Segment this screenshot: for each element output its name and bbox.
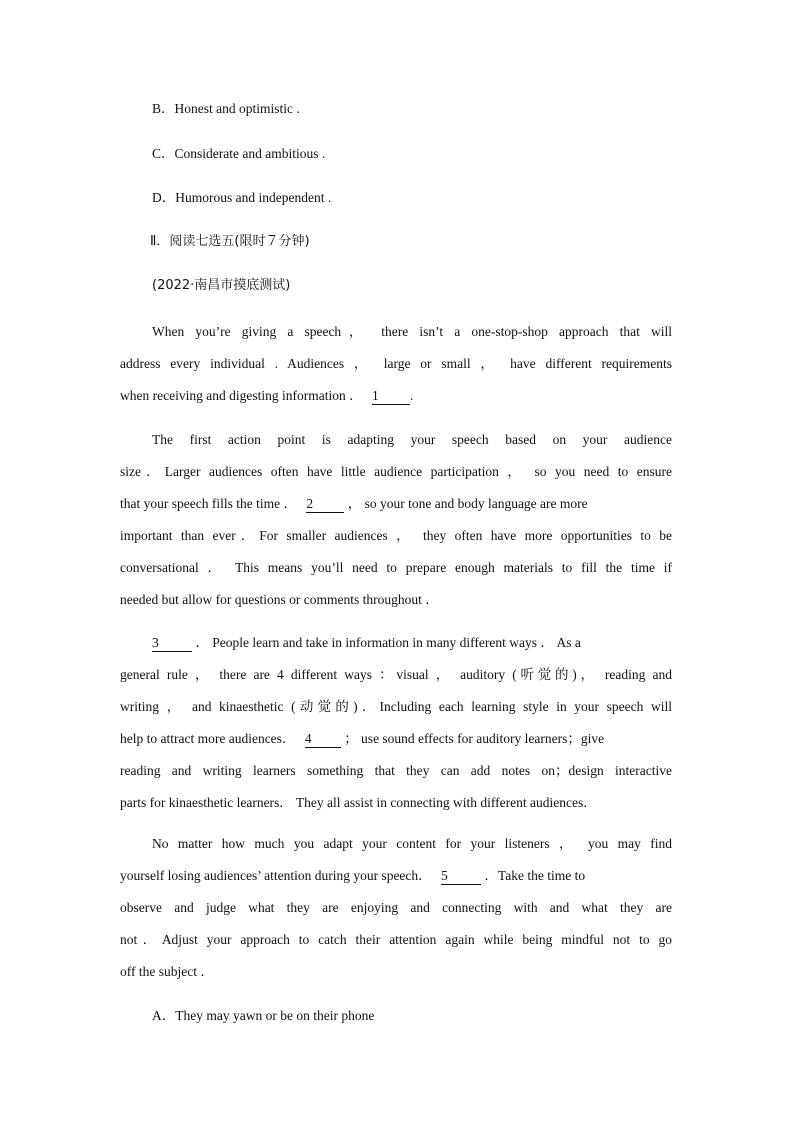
text-line: off the subject ． [120, 964, 214, 979]
text-line: writing ， and kinaesthetic (动觉的)．Including each learning style in your speech will [120, 699, 672, 714]
text-line: parts for kinaesthetic learners． They all assist in connecting with different audiences． [120, 795, 597, 810]
text-line [120, 627, 672, 659]
text-line [120, 860, 672, 892]
text-line: conversational ． This means you’ll need to prepare enough materials to fill the time if [120, 560, 672, 575]
option-b: B．Honest and optimistic . [152, 101, 300, 116]
answer-blank-2[interactable]: 2 [306, 496, 344, 513]
text-span: ； use sound effects for auditory learners；give [344, 731, 605, 746]
text-span: ， so your tone and body language are more [347, 496, 588, 511]
text-line: important than ever．For smaller audiences ， they often have more opportunities to be [120, 528, 672, 543]
text-line: reading and writing learners something that they can add notes on；design interactive [120, 763, 672, 778]
text-line: The first action point is adapting your speech based on your audience [152, 432, 672, 447]
option-d: D．Humorous and independent . [152, 190, 332, 205]
text-span: ． People learn and take in information in many different ways ． As a [195, 635, 581, 650]
section-title: Ⅱ．阅读七选五(限时７分钟) [150, 234, 310, 249]
text-line: needed but allow for questions or comments throughout ． [120, 592, 439, 607]
paragraph-1 [120, 316, 672, 412]
paragraph-3 [120, 627, 672, 819]
text-span: ．Take the time to [484, 868, 586, 883]
text-line: not．Adjust your approach to catch their attention again while being mindful not to go [120, 932, 672, 947]
text-line: When you’re giving a speech， there isn’t a one-stop-shop approach that will [152, 324, 672, 339]
answer-blank-5[interactable]: 5 [441, 868, 481, 885]
answer-blank-4[interactable]: 4 [305, 731, 341, 748]
source-note: (2022·南昌市摸底测试) [152, 278, 291, 293]
text-line [120, 723, 672, 755]
text-line: No matter how much you adapt your content for your listeners ， you may find [152, 836, 672, 851]
text-line: observe and judge what they are enjoying and connecting with and what they are [120, 900, 672, 915]
text-span: help to attract more audiences． [120, 731, 296, 746]
text-line: general rule ， there are 4 different ways ：visual ， auditory (听觉的)， reading and [120, 667, 672, 682]
paragraph-2 [120, 424, 672, 616]
text-line: size．Larger audiences often have little audience participation ， so you need to ensure [120, 464, 672, 479]
text-line: address every individual . Audiences ， large or small ， have different requirements [120, 356, 672, 371]
answer-blank-1[interactable]: 1 [372, 388, 410, 405]
text-line [120, 488, 672, 520]
option-a: A．They may yawn or be on their phone [152, 1008, 375, 1023]
text-span: yourself losing audiences’ attention during your speech． [120, 868, 432, 883]
paragraph-4 [120, 828, 672, 988]
text-line: when receiving and digesting information ． 1 . [120, 388, 414, 403]
answer-blank-3[interactable]: 3 [152, 635, 192, 652]
text-span: that your speech fills the time ． [120, 496, 297, 511]
text-span: when receiving and digesting information ． [120, 388, 363, 403]
option-c: C．Considerate and ambitious . [152, 146, 326, 161]
